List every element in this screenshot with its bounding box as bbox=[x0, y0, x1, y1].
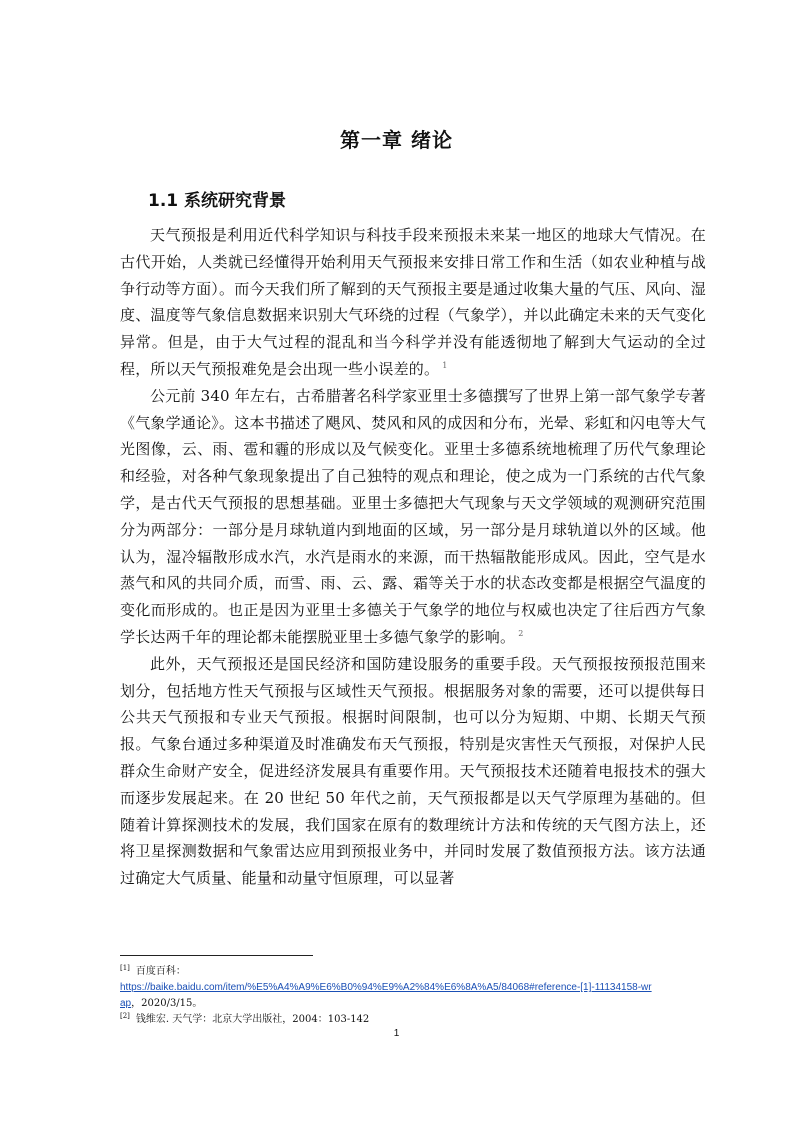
page-number: 1 bbox=[393, 1028, 400, 1039]
footnote-mark: [2] bbox=[120, 1011, 130, 1020]
footnote-date: ，2020/3/15。 bbox=[131, 998, 203, 1009]
footnote-mark: [1] bbox=[120, 963, 130, 972]
footnote-2 bbox=[120, 1012, 706, 1028]
paragraph-1 bbox=[120, 222, 706, 383]
footnote-link-continuation[interactable]: ap bbox=[120, 998, 132, 1009]
paragraph-3 bbox=[120, 651, 706, 892]
footnotes bbox=[120, 964, 706, 1028]
paragraph-text: 此外，天气预报还是国民经济和国防建设服务的重要手段。天气预报按预报范围来划分，包括地方性天气预报与区域性天气预报。根据服务对象的需要，还可以提供每日公共天气预报和专业天气预报。根据时间限制，也可以分为短期、中期、长期天气预报。气象台通过多种渠道及时准确发布天气预报，特别是灾害性天气预报，对保护人民群众生命财产安全，促进经济发展具有重要作用。天气预报技术还随着电报技术的强大而逐步发展起来。在 20 世纪 50 年代之前，天气预报都是以天气学原理为基础的。但随着计算探测技术的发展，我们国家在原有的数理统计方法和传统的天气图方法上，还将卫星探测数据和气象雷达应用到预报业务中，并同时发展了数值预报方法。该方法通过确定大气质量、能量和动量守恒原理，可以显著 bbox=[120, 654, 706, 888]
section-heading: 1.1 系统研究背景 bbox=[148, 191, 287, 211]
paragraph-2 bbox=[120, 383, 706, 651]
footnote-1-url-end bbox=[120, 996, 706, 1012]
footnote-reference[interactable]: 2 bbox=[518, 628, 524, 638]
footnote-citation: 钱维宏. 天气学：北京大学出版社，2004：103-142 bbox=[135, 1014, 370, 1025]
footnote-label: 百度百科： bbox=[135, 966, 186, 977]
footnote-1-url bbox=[120, 980, 706, 996]
paragraph-text: 公元前 340 年左右，古希腊著名科学家亚里士多德撰写了世界上第一部气象学专著《气象学通论》。这本书描述了飓风、焚风和风的成因和分布，光晕、彩虹和闪电等大气光图像，云、雨、雹和霾的形成以及气候变化。亚里士多德系统地梳理了历代气象理论和经验，对各种气象现象提出了自己独特的观点和理论，使之成为一门系统的古代气象学，是古代天气预报的思想基础。亚里士多德把大气现象与天文学领域的观测研究范围分为两部分：一部分是月球轨道内到地面的区域，另一部分是月球轨道以外的区域。他认为，湿冷辐散形成水汽，水汽是雨水的来源，而干热辐散能形成风。因此，空气是水蒸气和风的共同介质，而雪、雨、云、露、霜等关于水的状态改变都是根据空气温度的变化而形成的。也正是因为亚里士多德关于气象学的地位与权威也决定了往后西方气象学长达两千年的理论都未能摆脱亚里士多德气象学的影响。 bbox=[120, 386, 706, 646]
body-text bbox=[120, 222, 706, 892]
footnote-link[interactable]: https://baike.baidu.com/item/%E5%A4%A9%E6%B0%94%E9%A2%84%E6%8A%A5/84068#reference-[1]-11134158-wr bbox=[120, 982, 652, 993]
paragraph-text: 天气预报是利用近代科学知识与科技手段来预报未来某一地区的地球大气情况。在古代开始，人类就已经懂得开始利用天气预报来安排日常工作和生活（如农业种植与战争行动等方面）。而今天我们所了解到的天气预报主要是通过收集大量的气压、风向、湿度、温度等气象信息数据来识别大气环绕的过程（气象学），并以此确定未来的天气变化异常。但是，由于大气过程的混乱和当今科学并没有能透彻地了解到大气运动的全过程，所以天气预报难免是会出现一些小误差的。 bbox=[120, 226, 706, 378]
footnote-separator bbox=[120, 955, 313, 956]
chapter-title: 第一章 绪论 bbox=[340, 128, 453, 152]
footnote-1 bbox=[120, 964, 706, 980]
footnote-reference[interactable]: 1 bbox=[442, 360, 448, 370]
